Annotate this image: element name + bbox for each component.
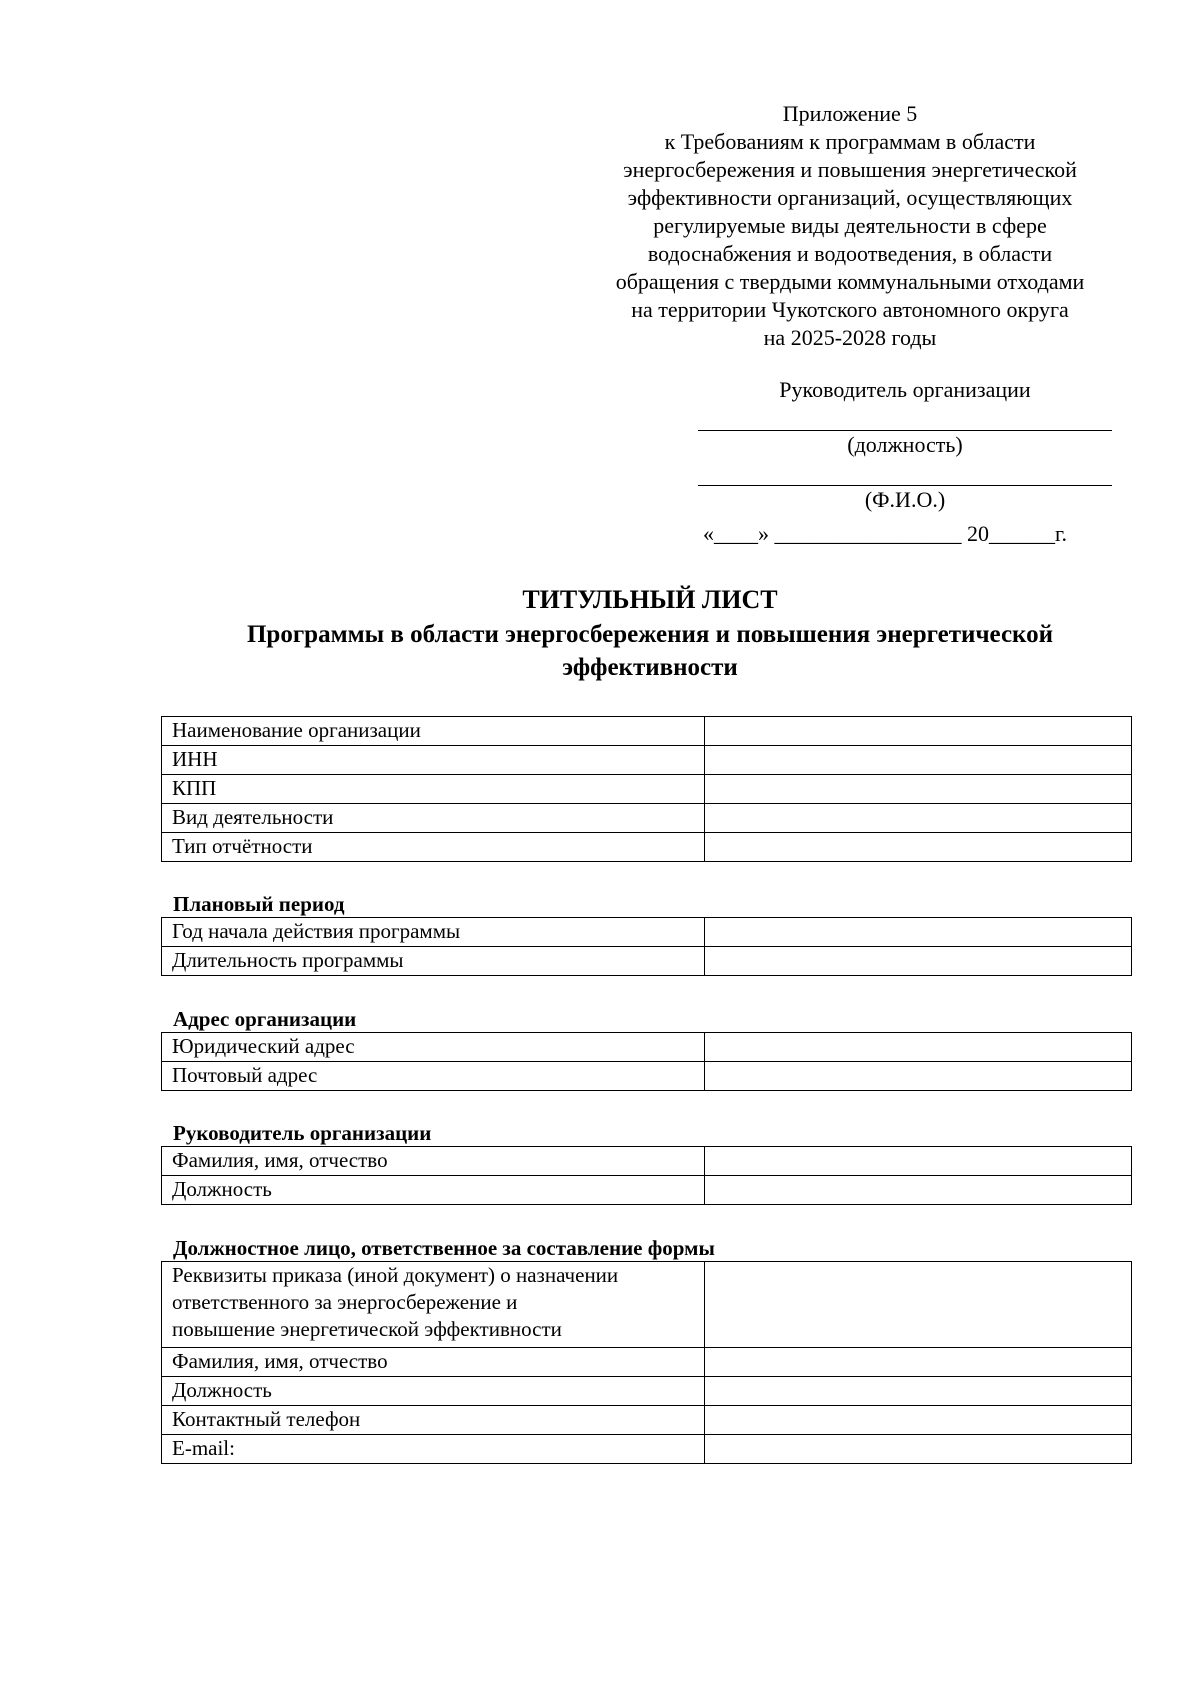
row-value-field[interactable]: [705, 947, 1132, 976]
row-label: КПП: [162, 775, 705, 804]
table-row: [162, 947, 1132, 976]
row-value-field[interactable]: [705, 833, 1132, 862]
table-row: [162, 1176, 1132, 1205]
table-row: [162, 918, 1132, 947]
row-value-field[interactable]: [705, 1262, 1132, 1348]
table-row: [162, 1377, 1132, 1406]
row-label: Должность: [162, 1377, 705, 1406]
section-heading: Плановый период: [173, 892, 345, 916]
row-label: Фамилия, имя, отчество: [162, 1147, 705, 1176]
row-label-text: Реквизиты приказа (иной документ) о назначении ответственного за энергосбережение и повышение энергетической эффективности: [172, 1263, 619, 1341]
row-label: Юридический адрес: [162, 1033, 705, 1062]
section-planned-period: [161, 893, 1132, 976]
row-label: Наименование организации: [162, 717, 705, 746]
row-value-field[interactable]: [705, 1147, 1132, 1176]
row-value-field[interactable]: [705, 1033, 1132, 1062]
row-value-field[interactable]: [705, 775, 1132, 804]
table-row: [162, 775, 1132, 804]
appendix-line: эффективности организаций, осуществляющих: [627, 185, 1073, 210]
row-label: Тип отчётности: [162, 833, 705, 862]
table-row: [162, 833, 1132, 862]
row-value-field[interactable]: [705, 1176, 1132, 1205]
appendix-line: энергосбережения и повышения энергетической: [623, 157, 1077, 182]
table-row: [162, 746, 1132, 775]
appendix-line: к Требованиям к программам в области: [664, 129, 1036, 154]
row-label: Вид деятельности: [162, 804, 705, 833]
row-value-field[interactable]: [705, 918, 1132, 947]
organization-table: [161, 716, 1132, 862]
row-label: Фамилия, имя, отчество: [162, 1348, 705, 1377]
subtitle-line: эффективности: [562, 654, 738, 681]
approval-title: Руководитель организации: [779, 377, 1031, 402]
row-label: ИНН: [162, 746, 705, 775]
address-table: [161, 1032, 1132, 1091]
appendix-line: водоснабжения и водоотведения, в области: [647, 241, 1053, 266]
table-row: [162, 1062, 1132, 1091]
responsible-table: [161, 1261, 1132, 1464]
subtitle-line: Программы в области энергосбережения и повышения энергетической: [246, 621, 1054, 648]
row-value-field[interactable]: [705, 717, 1132, 746]
appendix-line: Приложение 5: [782, 101, 918, 126]
page-title: ТИТУЛЬНЫЙ ЛИСТ: [522, 585, 778, 614]
appendix-line: на 2025-2028 годы: [763, 325, 937, 350]
table-row: [162, 1033, 1132, 1062]
row-label: Длительность программы: [162, 947, 705, 976]
table-row: [162, 804, 1132, 833]
section-heading: Адрес организации: [173, 1007, 357, 1031]
row-value-field[interactable]: [705, 1062, 1132, 1091]
row-value-field[interactable]: [705, 804, 1132, 833]
row-value-field[interactable]: [705, 1435, 1132, 1464]
row-value-field[interactable]: [705, 1348, 1132, 1377]
page-subtitle: [150, 618, 1150, 684]
row-value-field[interactable]: [705, 746, 1132, 775]
approval-date-line[interactable]: «____» _________________ 20______г.: [703, 521, 1068, 546]
position-caption: (должность): [847, 432, 963, 457]
appendix-header: [570, 100, 1130, 352]
head-table: [161, 1146, 1132, 1205]
table-row: [162, 1406, 1132, 1435]
row-label: Почтовый адрес: [162, 1062, 705, 1091]
planned-period-table: [161, 917, 1132, 976]
table-row: [162, 1348, 1132, 1377]
table-row: [162, 717, 1132, 746]
section-organization: [161, 716, 1132, 862]
name-caption: (Ф.И.О.): [864, 487, 946, 512]
section-heading: Руководитель организации: [173, 1121, 432, 1145]
row-label: [162, 1262, 705, 1348]
table-row: [162, 1147, 1132, 1176]
row-label: E-mail:: [162, 1435, 705, 1464]
section-address: [161, 1008, 1132, 1091]
table-row: [162, 1262, 1132, 1348]
approval-block: [698, 376, 1112, 514]
section-responsible: [161, 1237, 1132, 1464]
row-value-field[interactable]: [705, 1406, 1132, 1435]
row-label: Контактный телефон: [162, 1406, 705, 1435]
section-head: [161, 1122, 1132, 1205]
section-heading: Должностное лицо, ответственное за составление формы: [173, 1236, 715, 1260]
row-label: Год начала действия программы: [162, 918, 705, 947]
appendix-line: регулируемые виды деятельности в сфере: [653, 213, 1047, 238]
row-label: Должность: [162, 1176, 705, 1205]
appendix-line: на территории Чукотского автономного округа: [631, 297, 1069, 322]
row-value-field[interactable]: [705, 1377, 1132, 1406]
appendix-line: обращения с твердыми коммунальными отходами: [615, 269, 1085, 294]
table-row: [162, 1435, 1132, 1464]
